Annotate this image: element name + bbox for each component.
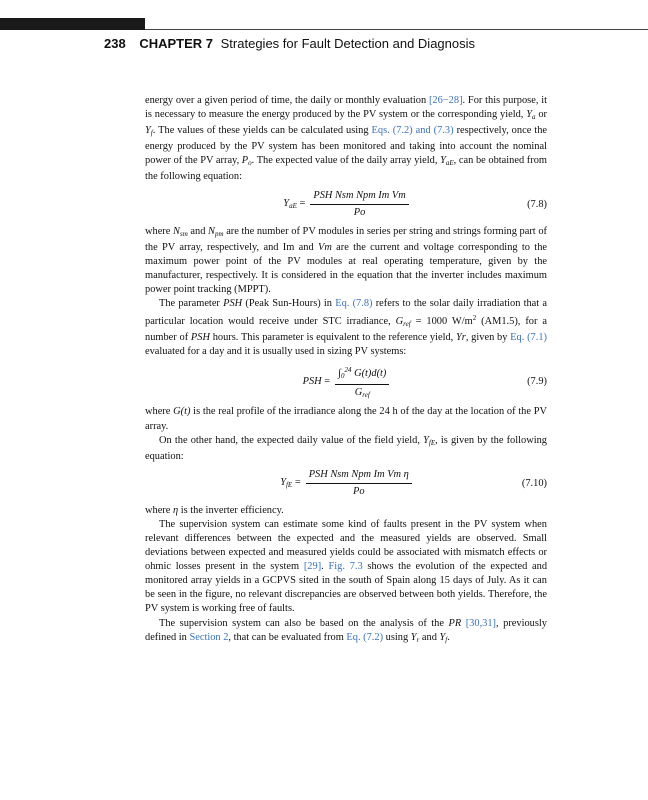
paragraph-7: The supervision system can estimate some kind of faults present in the PV system when relevant differences between the expected and the measured yields are observed. Small deviations between expected and measured yields could be associated with mismatch effects or ohmic losses present in the system [29]. Fig. 7.3 shows the evolution of the expected and monitored array yields in a GCPVS sited in the south of Spain along 15 days of July. As it can be seen in the figure, no relevant discrepancies are observed between both yields. Therefore, the PV system is working free of faults. xyxy=(145,518,548,615)
equation-7-10: $Y_{fE}$ = $\frac{\text{PSH Nsm Npm Im Vm η}}{Po}$ (7.10) xyxy=(280,469,547,498)
header-bar xyxy=(0,18,145,30)
paragraph-6: where η is the inverter efficiency. xyxy=(145,504,284,516)
equation-7-9: PSH = $\frac{\int_0^{24} G(t)d(t)}{G_{ref}}$ (7.9) xyxy=(145,359,547,405)
paragraph-8: The supervision system can also be based on the analysis of the PR [30,31], previously defined in Section 2, that can be evaluated from Eq. (7.2) using $Y_r$ and $Y_f$. xyxy=(145,617,547,644)
citation-link[interactable]: [30,31] xyxy=(465,617,497,629)
page-header xyxy=(104,36,475,51)
paragraph-2: where $N_{sm}$ and $N_{pm}$ are the number of PV modules in series per string and strings forming part of the PV array, respectively, and Im and Vm are the current and voltage corresponding to the maximum power point of the PV modules at real operating temperature, given by the manufacturer, respectively. It is considered in the equation that the inverter includes maximum power point tracking (MPPT). xyxy=(145,225,547,295)
chapter-label: CHAPTER 7 xyxy=(139,36,214,51)
equation-7-8: $Y_{aE}$ = $\frac{\text{PSH Nsm Npm Im Vm}}{Po}$ (7.8) xyxy=(283,189,547,219)
paragraph-4: where G(t) is the real profile of the irradiance along the 24 h of the day at the location of the PV array. xyxy=(145,406,547,432)
equation-number: (7.10) xyxy=(521,477,547,489)
header-rule xyxy=(145,29,648,30)
equation-number: (7.9) xyxy=(527,376,547,388)
paragraph-3: The parameter PSH (Peak Sun-Hours) in Eq. (7.8) refers to the solar daily irradiation that a particular location would receive under STC irradiance, $G_{ref} = 1000$ $W/m^2$ (AM1.5), for a number of PSH hours. This parameter is equivalent to the reference yield, Yr, given by Eq. (7.1) evaluated for a day and it is usually used in sizing PV systems: xyxy=(145,298,548,358)
paragraph-5: On the other hand, the expected daily value of the field yield, $Y_{fE}$, is given by the following equation: xyxy=(145,434,547,462)
body-text xyxy=(145,94,547,647)
paragraph-1: energy over a given period of time, the daily or monthly evaluation [26−28]. For this purpose, it is necessary to measure the energy produced by the PV system or the corresponding yield, $Y_a$ or $Y_f$. The values of these yields can be calculated using Eqs. (7.2) and (7.3) respectively, once the energy produced by the PV system has been monitored and taking into account the nominal power of the PV array, $P_o$. The expected value of the daily array yield, $Y_{aE}$, can be obtained from the following equation: xyxy=(145,95,547,183)
equation-link[interactable]: Eq. (7.8) xyxy=(335,298,373,310)
page-number: 238 xyxy=(104,36,126,51)
equation-link[interactable]: Eqs. (7.2) and (7.3) xyxy=(371,125,454,137)
section-link[interactable]: Section 2 xyxy=(189,631,229,643)
figure-link[interactable]: Fig. 7.3 xyxy=(328,561,363,573)
chapter-title: Strategies for Fault Detection and Diagnosis xyxy=(220,36,475,51)
citation-link[interactable]: [26−28] xyxy=(428,95,463,106)
equation-link[interactable]: Eq. (7.2) xyxy=(346,631,384,643)
equation-number: (7.8) xyxy=(527,198,547,210)
equation-link[interactable]: Eq. (7.1) xyxy=(510,332,547,344)
citation-link[interactable]: [29] xyxy=(303,561,322,573)
